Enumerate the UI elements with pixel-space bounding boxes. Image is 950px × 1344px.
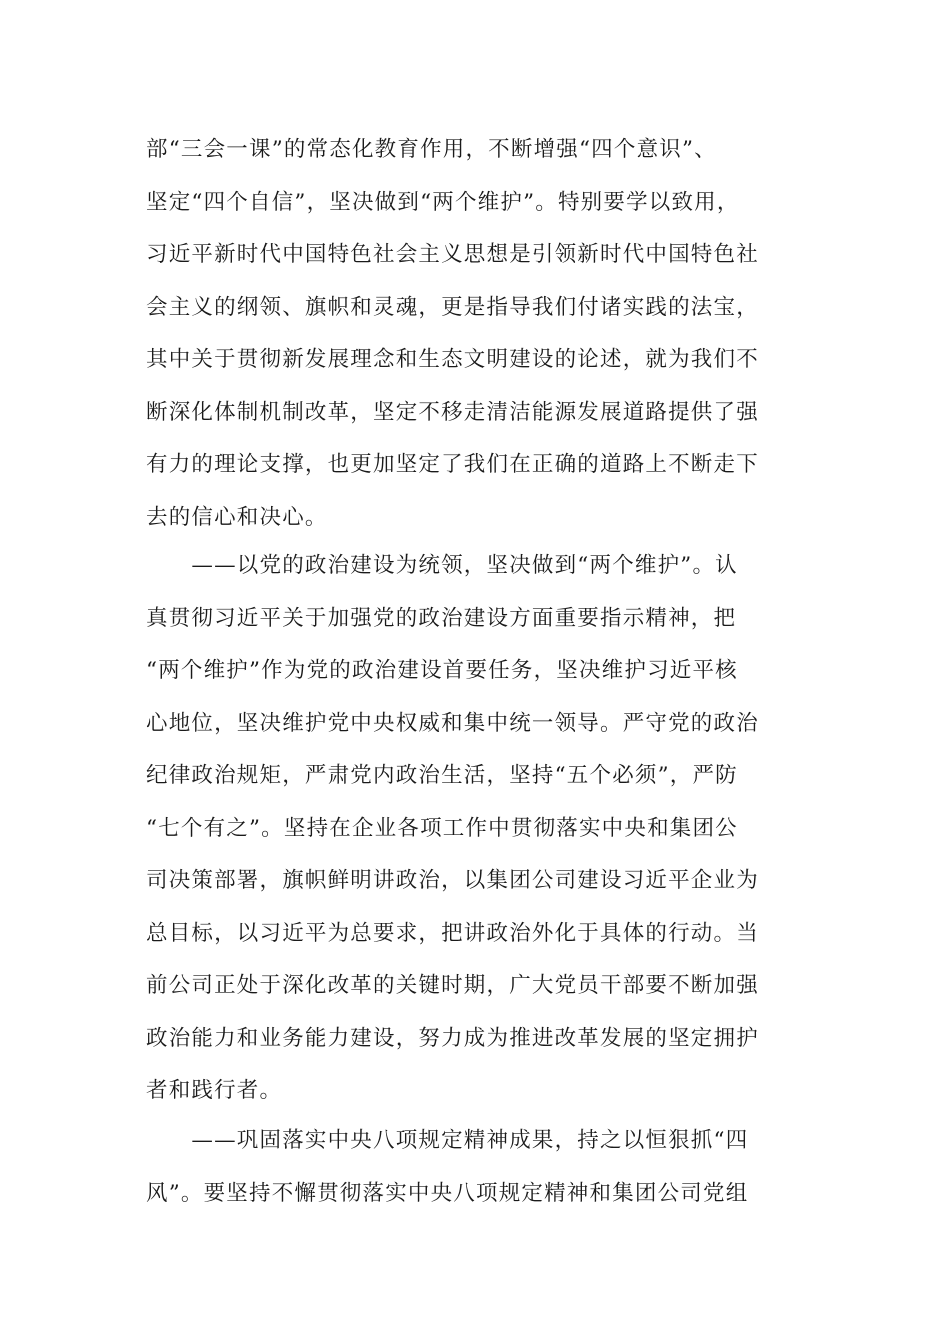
text-line: 坚定“四个自信”，坚决做到“两个维护”。特别要学以致用， bbox=[146, 189, 740, 215]
text-line: 真贯彻习近平关于加强党的政治建设方面重要指示精神，把 bbox=[146, 605, 737, 631]
text-line: 会主义的纲领、旗帜和灵魂，更是指导我们付诸实践的法宝， bbox=[146, 294, 759, 320]
text-line: 心地位，坚决维护党中央权威和集中统一领导。严守党的政治 bbox=[146, 710, 759, 736]
text-line: 政治能力和业务能力建设，努力成为推进改革发展的坚定拥护 bbox=[146, 1025, 759, 1051]
text-line: “两个维护”作为党的政治建设首要任务，坚决维护习近平核 bbox=[146, 658, 738, 683]
paragraph-continuation bbox=[146, 124, 806, 544]
paragraph-eight-regulations bbox=[146, 1115, 806, 1220]
text-line: 者和践行者。 bbox=[146, 1078, 283, 1103]
text-line: 风”。要坚持不懈贯彻落实中央八项规定精神和集团公司党组 bbox=[146, 1180, 749, 1206]
text-line: 总目标，以习近平为总要求，把讲政治外化于具体的行动。当 bbox=[146, 920, 759, 946]
text-line: 有力的理论支撑，也更加坚定了我们在正确的道路上不断走下 bbox=[146, 452, 759, 477]
text-line: 司决策部署，旗帜鲜明讲政治，以集团公司建设习近平企业为 bbox=[146, 868, 759, 893]
text-line: 其中关于贯彻新发展理念和生态文明建设的论述，就为我们不 bbox=[146, 347, 759, 372]
text-line: “七个有之”。坚持在企业各项工作中贯彻落实中央和集团公 bbox=[146, 815, 738, 841]
text-line: 部“三会一课”的常态化教育作用，不断增强“四个意识”、 bbox=[146, 137, 717, 162]
text-line: 纪律政治规矩，严肃党内政治生活，坚持“五个必须”，严防 bbox=[146, 763, 738, 788]
text-line: 断深化体制机制改革，坚定不移走清洁能源发展道路提供了强 bbox=[146, 399, 759, 425]
text-line: 前公司正处于深化改革的关键时期，广大党员干部要不断加强 bbox=[146, 973, 759, 998]
text-line: ——以党的政治建设为统领，坚决做到“两个维护”。认 bbox=[146, 553, 738, 578]
text-line: ——巩固落实中央八项规定精神成果，持之以恒狠抓“四 bbox=[146, 1128, 749, 1153]
text-line: 习近平新时代中国特色社会主义思想是引领新时代中国特色社 bbox=[146, 242, 759, 267]
paragraph-political-construction bbox=[146, 540, 806, 1118]
text-line: 去的信心和决心。 bbox=[146, 504, 328, 530]
